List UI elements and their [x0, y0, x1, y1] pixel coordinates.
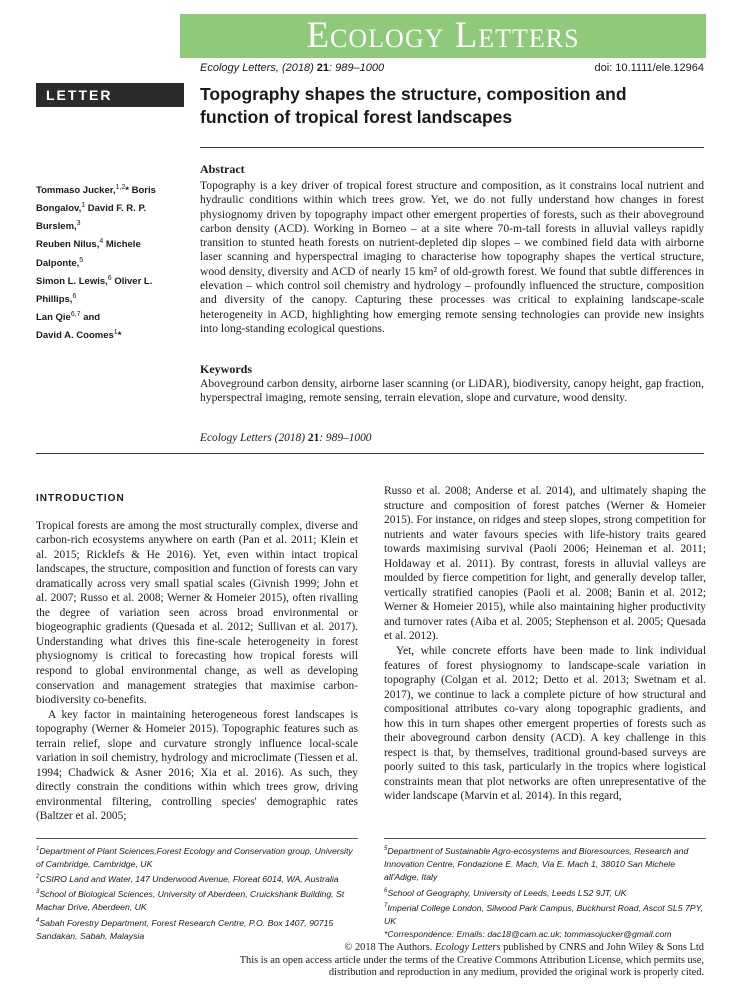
section-divider: [36, 453, 704, 454]
article-type-label: LETTER: [36, 83, 184, 107]
article-title: Topography shapes the structure, composition and function of tropical forest landscapes: [200, 84, 627, 127]
affiliations-right: [384, 843, 706, 941]
intro-paragraph-1: Tropical forests are among the most structurally complex, diverse and carbon-rich ecosystems anywhere on earth (Pan et al. 2011; Klein et al. 2015; Ricklefs & He 2016). Yet, even within intact tropical landscapes, the structure, composition and function of forests can vary dramatically across very small spatial scales (Givnish 1999; John et al. 2007; Russo et al. 2008; Werner & Homeier 2015), often rivalling the degree of variation seen across broad environmental or biogeographic gradients (Quesada et al. 2012; Sullivan et al. 2017). Understanding what drives this fine-scale heterogeneity in forest physiognomy is critical to forecasting how tropical forests will respond to global environmental change, as well as developing conservation and management strategies that maximise carbon-biodiversity co-benefits.: [36, 519, 358, 707]
introduction-heading: INTRODUCTION: [36, 493, 125, 504]
author-list: [36, 180, 186, 343]
affiliation-footnote: $^1$Department of Plant Sciences,Forest Ecology and Conservation group, University of Cambridge, Cambridge, UK: [36, 845, 353, 870]
affiliation-footnote: $^5$Department of Sustainable Agro-ecosystems and Bioresources, Research and Innovation Centre, Fondazione E. Mach, Via E. Mach 1, 38010 San Michele all'Adige, Italy: [384, 845, 689, 883]
header-citation: Ecology Letters, (2018) 21: 989–1000: [200, 62, 385, 74]
footnote-divider-left: [36, 838, 358, 839]
author-line: Bongalov,$^1$ David F. R. P. Burslem,$^3$: [36, 202, 147, 233]
author-line: Lan Qie$^{6,7}$ and: [36, 311, 101, 324]
abstract-text: Topography is a key driver of tropical forest structure and composition, as it constrains local nutrient and hydraulic conditions within which trees grow. Yet, we do not fully understand how changes in forest physiognomy driven by topography impact other emergent properties of forests, such as their aboveground carbon density (ACD). Working in Borneo – at a site where 70-m-tall forests in alluvial valleys rapidly transition to stunted heath forests on nutrient-depleted dip slopes – we combined field data with airborne laser scanning and hyperspectral imaging to characterise how topography shapes the vertical structure, wood density, diversity and ACD of nearly 15 km² of old-growth forest. We found that subtle differences in elevation – which control soil chemistry and hydrology – profoundly influenced the structure, composition and diversity of the canopy. Capturing these processes was critical to explaining landscape-scale heterogeneity in ACD, highlighting how emerging remote sensing technologies can provide new insights into long-standing ecological questions.: [200, 179, 704, 335]
author-line: Simon L. Lewis,$^6$ Oliver L. Phillips,$^6$: [36, 274, 153, 306]
keywords-text: Aboveground carbon density, airborne laser scanning (or LiDAR), biodiversity, canopy height, gap fraction, hyperspectral imaging, remote sensing, terrain elevation, slope and curvature, wood density.: [200, 377, 704, 405]
intro-paragraph-2: A key factor in maintaining heterogeneous forest landscapes is topography (Werner & Homeier 2015). Topographic features such as terrain relief, slope and curvature strongly influence local-scale variation in soil chemistry, hydrology and microclimate (Tiessen et al. 1994; Chadwick & Asner 2016; Xia et al. 2016). As such, they directly constrain the conditions within which trees grow, driving environmental filtering, controlling species' demographic rates (Baltzer et al. 2005;: [36, 708, 358, 823]
header-divider: [200, 147, 704, 148]
article-citation: Ecology Letters (2018) 21: 989–1000: [200, 432, 372, 444]
copyright-notice: [84, 942, 704, 980]
copyright-line-2: This is an open access article under the terms of the Creative Commons Attribution License, which permits use,: [239, 954, 704, 966]
author-line: Reuben Nilus,$^4$ Michele Dalponte,$^5$: [36, 238, 141, 269]
copyright-line-3: distribution and reproduction in any medium, provided the original work is properly cited.: [328, 967, 704, 979]
left-column: [36, 482, 358, 824]
keywords-heading: Keywords: [200, 362, 252, 376]
intro-paragraph-3: Russo et al. 2008; Anderse et al. 2014), and ultimately shaping the structure and composition of forest patches (Werner & Homeier 2015). For instance, on ridges and steep slopes, strong competition for nutrients and water favours species with life-history traits geared towards maximising survival (Paoli 2006; Heineman et al. 2011; Holdaway et al. 2011). By contrast, forests in alluvial valleys are moulded by fierce competition for light, and generally develop taller, vertically stratified canopies (Paoli et al. 2008; Banin et al. 2012; Werner & Homeier 2015), while also maintaining higher productivity and turnover rates (Aiba et al. 2005; Stephenson et al. 2005; Quesada et al. 2012).: [384, 485, 706, 643]
author-line: David A. Coomes$^1$*: [36, 329, 122, 342]
affiliations-left: [36, 843, 358, 943]
affiliation-footnote: $^7$Imperial College London, Silwood Park Campus, Buckhurst Road, Ascot SL5 7PY, UK: [384, 902, 703, 926]
journal-banner: Ecology Letters: [180, 14, 706, 58]
footnote-divider-right: [384, 838, 706, 839]
affiliation-footnote: $^6$School of Geography, University of Leeds, Leeds LS2 9JT, UK: [384, 887, 627, 898]
affiliation-footnote: $^4$Sabah Forestry Department, Forest Research Centre, P.O. Box 1407, 90715 Sandakan, Sabah, Malaysia: [36, 917, 334, 941]
abstract-heading: Abstract: [200, 162, 245, 176]
affiliation-footnote: $^2$CSIRO Land and Water, 147 Underwood Avenue, Floreat 6014, WA, Australia: [36, 874, 339, 885]
doi-link[interactable]: doi: 10.1111/ele.12964: [594, 62, 704, 74]
right-column: [384, 484, 706, 804]
intro-paragraph-4: Yet, while concrete efforts have been made to link individual features of forest physiognomy to landscape-scale variation in topography (Colgan et al. 2012; Detto et al. 2013; Swetnam et al. 2017), we continue to lack a complete picture of how structural and compositional attributes co-vary along topographic gradients, and how this in turn shapes other emergent properties of forests such as their aboveground carbon density (ACD). A key challenge in this respect is that, by themselves, traditional ground-based surveys are poorly suited to this task, particularly in the tropics where logistical constraints mean that plot networks are often unrepresentative of the wider landscape (Marvin et al. 2014). In this regard,: [384, 645, 706, 803]
affiliation-footnote: *Correspondence: Emails: dac18@cam.ac.uk; tommasojucker@gmail.com: [384, 928, 672, 939]
affiliation-footnote: $^3$School of Biological Sciences, University of Aberdeen, Cruickshank Building, St Machar Drive, Aberdeen, UK: [36, 889, 345, 913]
author-line: Tommaso Jucker,$^{1,2}$* Boris: [36, 184, 156, 197]
copyright-line-1: © 2018 The Authors. Ecology Letters published by CNRS and John Wiley & Sons Ltd: [344, 942, 704, 953]
